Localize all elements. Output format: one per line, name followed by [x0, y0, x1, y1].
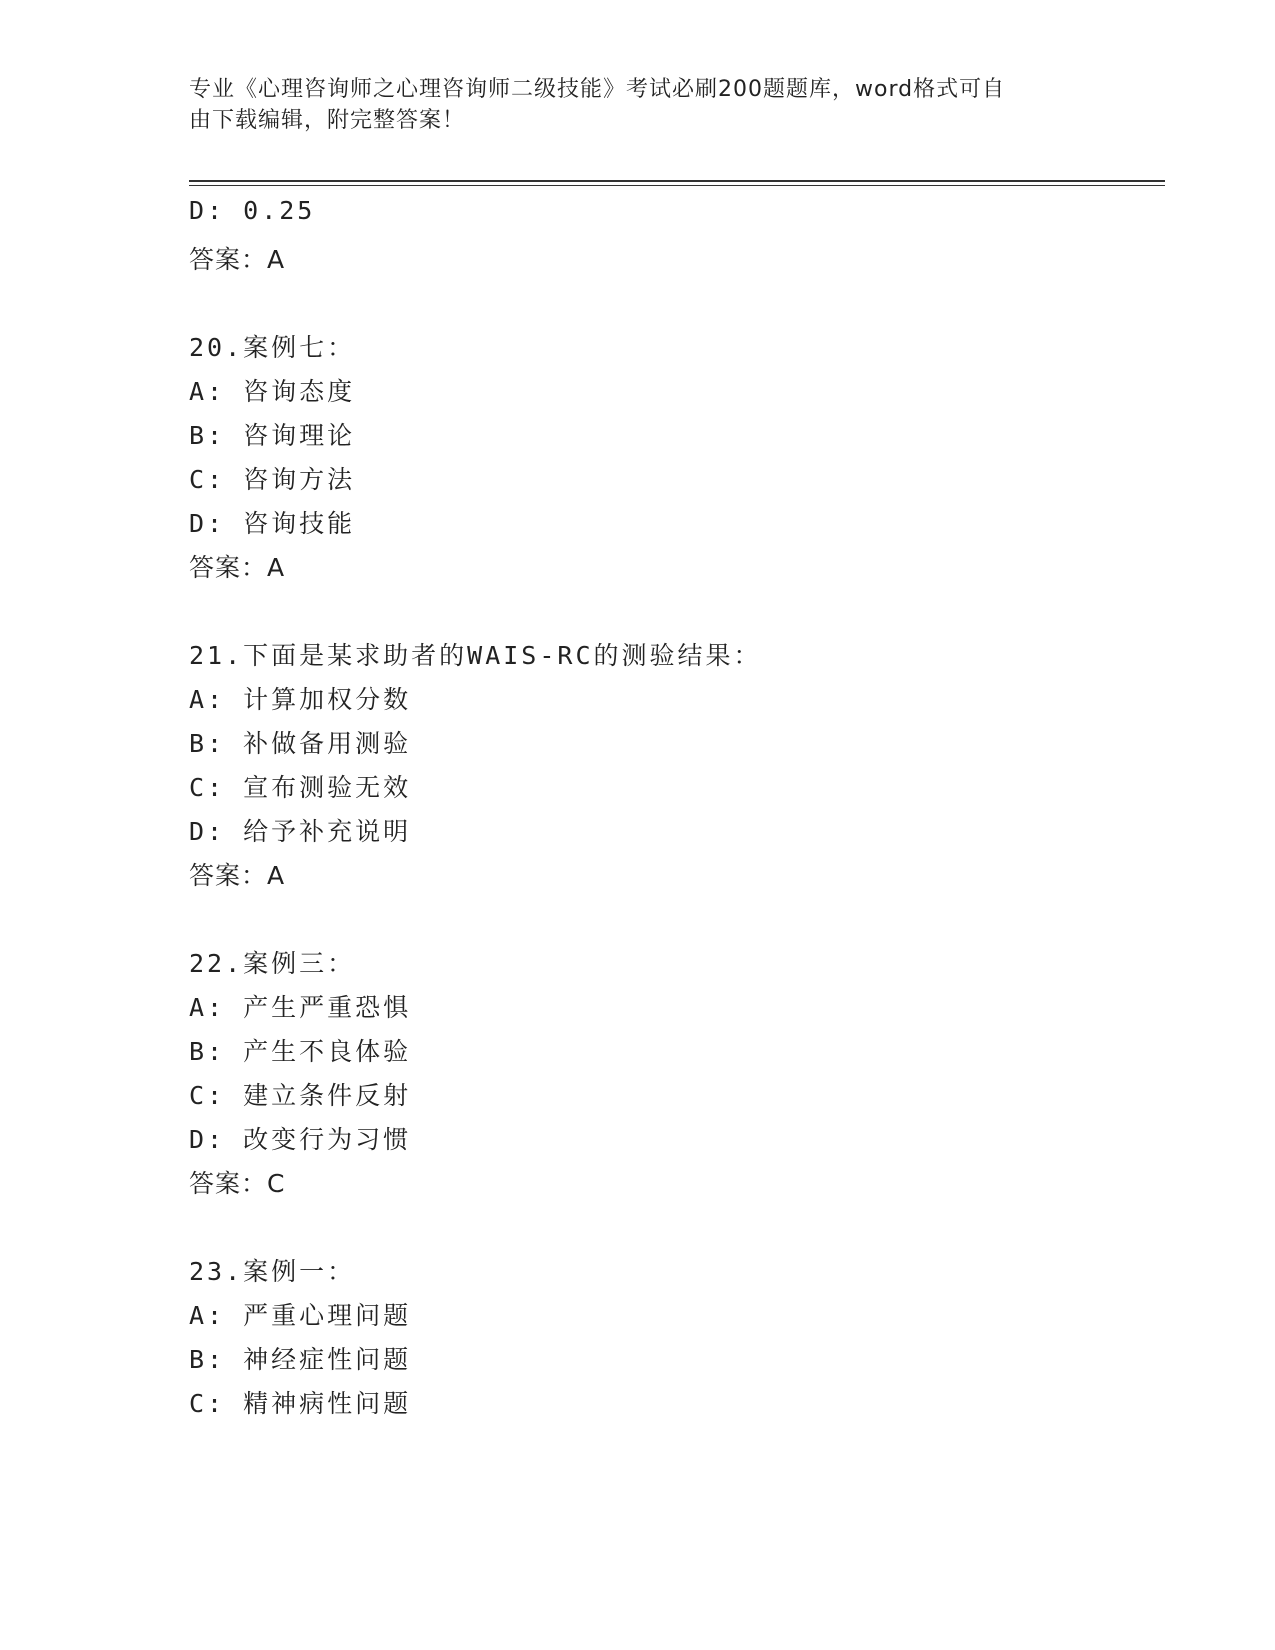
prev-answer: 答案：A: [189, 245, 286, 274]
question-22-option-c: C: 建立条件反射: [189, 1081, 412, 1110]
question-21-option-b: B: 补做备用测验: [189, 729, 412, 758]
header-line-2: 由下载编辑，附完整答案！: [189, 108, 466, 133]
question-20-stem: 20.案例七：: [189, 333, 356, 362]
question-20-option-b: B: 咨询理论: [189, 421, 356, 450]
question-23-option-b: B: 神经症性问题: [189, 1345, 412, 1374]
question-21-option-c: C: 宣布测验无效: [189, 773, 412, 802]
document-header: [189, 74, 1069, 136]
question-21-option-a: A: 计算加权分数: [189, 685, 412, 714]
question-20-option-c: C: 咨询方法: [189, 465, 356, 494]
question-21-answer: 答案：A: [189, 861, 286, 890]
question-20-option-d: D: 咨询技能: [189, 509, 356, 538]
question-22-answer: 答案：C: [189, 1169, 286, 1198]
question-23-option-c: C: 精神病性问题: [189, 1389, 412, 1418]
question-20-option-a: A: 咨询态度: [189, 377, 356, 406]
question-22-option-b: B: 产生不良体验: [189, 1037, 412, 1066]
question-22-stem: 22.案例三：: [189, 949, 356, 978]
question-21-option-d: D: 给予补充说明: [189, 817, 412, 846]
question-23-option-a: A: 严重心理问题: [189, 1301, 412, 1330]
header-line-1: 专业《心理咨询师之心理咨询师二级技能》考试必刷200题题库，word格式可自: [189, 77, 1006, 102]
question-23-stem: 23.案例一：: [189, 1257, 356, 1286]
header-rule-thick: [189, 180, 1165, 182]
question-22-option-a: A: 产生严重恐惧: [189, 993, 412, 1022]
prev-option-d: D: 0.25: [189, 196, 316, 225]
header-rule-thin: [189, 185, 1165, 186]
question-21-stem: 21.下面是某求助者的WAIS-RC的测验结果：: [189, 641, 762, 670]
question-20-answer: 答案：A: [189, 553, 286, 582]
question-22-option-d: D: 改变行为习惯: [189, 1125, 412, 1154]
